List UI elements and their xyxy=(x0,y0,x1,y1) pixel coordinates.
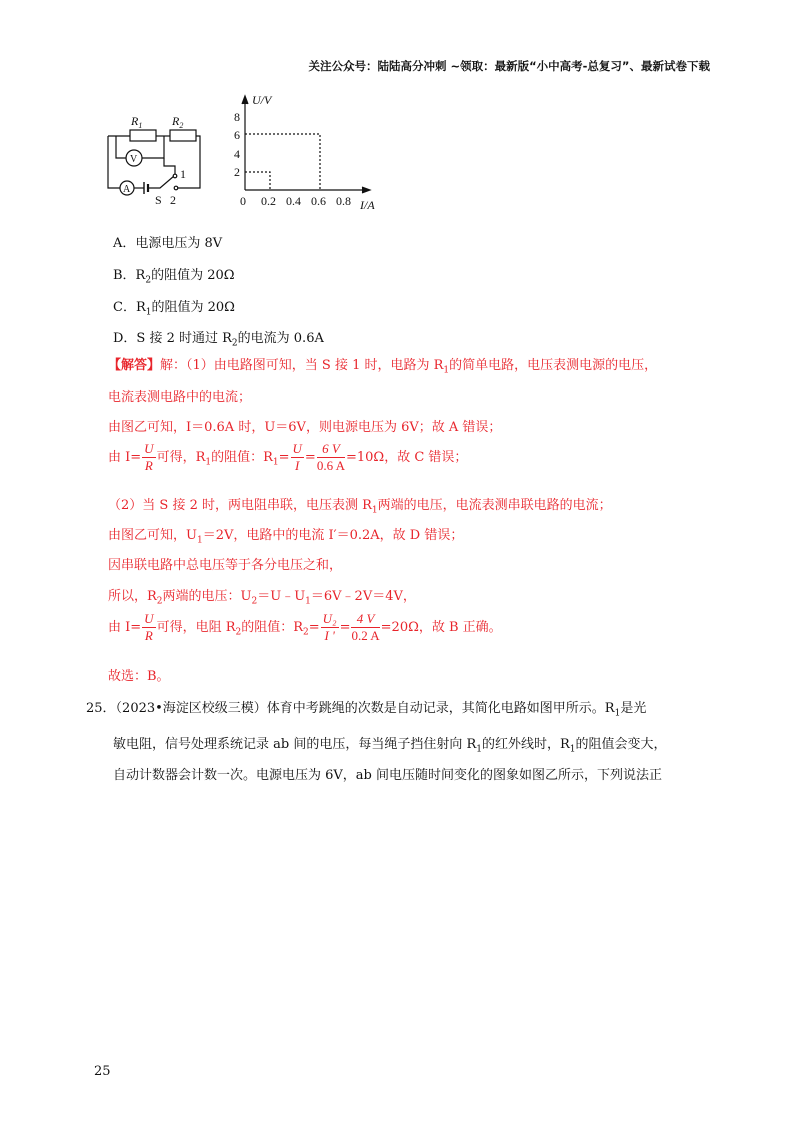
y-tick-4: 4 xyxy=(234,147,240,161)
y-tick-6: 6 xyxy=(234,128,240,142)
option-b: B．$R_2$的阻值为 20Ω xyxy=(113,268,235,286)
solution-line-10: 故选：B。 xyxy=(108,669,170,684)
circuit-and-graph-figure xyxy=(100,88,400,213)
fraction-u-over-i: $\frac{U}{I}$ xyxy=(292,441,302,473)
r2-label: $R_2$ xyxy=(172,114,184,130)
uv-graph xyxy=(242,96,370,193)
question-25-line-2: 敏电阻，信号处理系统记录 ab 间的电压，每当绳子挡住射向 $R_1$的红外线时，$R_1$的阻值会变大， xyxy=(113,737,667,755)
fraction-u-over-r: $\frac{U}{R}$ xyxy=(144,441,154,473)
x-tick-0: 0 xyxy=(240,194,246,208)
ammeter-label: A xyxy=(123,184,131,195)
y-axis-label: U/V xyxy=(252,93,272,107)
solution-line-2: 电流表测电路中的电流； xyxy=(108,390,252,405)
fraction-u-over-r-2: $\frac{U}{R}$ xyxy=(144,611,154,643)
y-tick-2: 2 xyxy=(234,165,240,179)
x-tick-0.8: 0.8 xyxy=(336,194,351,208)
question-25-line-3: 自动计数器会计数一次。电源电压为 6V，ab 间电压随时间变化的图象如图乙所示，下列说法正 xyxy=(113,768,662,783)
fraction-u2-over-i-prime: $\frac{\text{U₂}}{I '}$ xyxy=(322,611,337,643)
fraction-4v-over-02a: $\frac{4 V}{0.2 A}$ xyxy=(351,611,380,643)
x-axis-label: I/A xyxy=(360,198,375,212)
solution-line-4: 由 I= $\frac{U}{R}$ 可得，$R_1$的阻值：$R_1=$ $\frac{U}{I}$ = $\frac{6 V}{0.6 A}$ =10Ω，故 C 错误； xyxy=(108,441,468,473)
circuit-diagram xyxy=(108,130,200,195)
switch-pos1-label: 1 xyxy=(180,167,186,181)
option-a: A．电源电压为 8V xyxy=(113,236,223,251)
option-c: C．$R_1$的阻值为 20Ω xyxy=(113,300,235,318)
solution-line-7: 因串联电路中总电压等于各分电压之和， xyxy=(108,558,343,573)
x-tick-0.2: 0.2 xyxy=(261,194,276,208)
solution-line-1: 【解答】解：（1）由电路图可知，当 S 接 1 时，电路为 $R_1$的简单电路，电压表测电源的电压， xyxy=(108,358,658,376)
solution-line-5: （2）当 S 接 2 时，两电阻串联，电压表测 $R_1$两端的电压，电流表测串联电路的电流； xyxy=(108,498,612,516)
solution-line-6: 由图乙可知，$U_1=2V$，电路中的电流 I′＝0.2A，故 D 错误； xyxy=(108,528,464,546)
page-number: 25 xyxy=(94,1064,111,1079)
solution-line-9: 由 I= $\frac{U}{R}$ 可得，电阻 $R_2$的阻值：$R_2=$ $\frac{\text{U₂}}{I '}$ = $\frac{4 V}{0.2 A}$ =20Ω，故 B 正确。 xyxy=(108,611,502,643)
option-d: D．S 接 2 时通过 $R_2$的电流为 0.6A xyxy=(113,331,324,349)
page-header: 关注公众号：陆陆高分冲刺 ~领取：最新版“小中高考-总复习”、最新试卷下载 xyxy=(308,59,710,73)
solution-line-3: 由图乙可知，I＝0.6A 时，U＝6V，则电源电压为 6V；故 A 错误； xyxy=(108,420,502,435)
solution-tag: 【解答】 xyxy=(108,358,161,373)
r1-label: $R_1$ xyxy=(131,114,143,130)
switch-pos2-label: 2 xyxy=(170,193,176,207)
y-tick-8: 8 xyxy=(234,110,240,124)
solution-line-8: 所以，$R_2$两端的电压：$U_2=U﹣U_1=6V﹣2V=4V$， xyxy=(108,589,416,607)
x-tick-0.4: 0.4 xyxy=(286,194,301,208)
x-tick-0.6: 0.6 xyxy=(311,194,326,208)
fraction-6v-over-06a: $\frac{6 V}{0.6 A}$ xyxy=(316,441,345,473)
switch-label: S xyxy=(155,193,162,207)
voltmeter-label: V xyxy=(130,154,138,165)
question-25-line-1: 25．（2023•海淀区校级三模）体育中考跳绳的次数是自动记录，其简化电路如图甲所示。$R_1$是光 xyxy=(86,701,647,719)
